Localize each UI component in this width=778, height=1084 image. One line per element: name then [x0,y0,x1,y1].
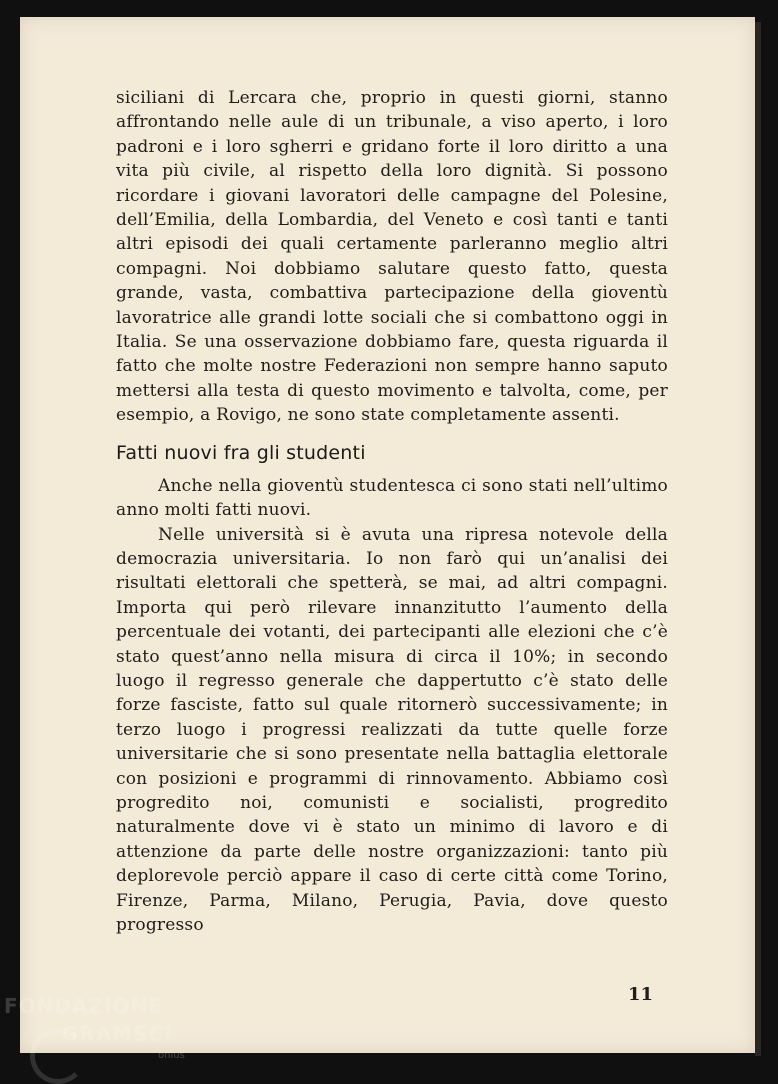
page-edge [755,22,761,1056]
page-content [116,86,668,937]
paragraph-universities: Nelle università si è avuta una ripresa notevole della democrazia universitaria. Io non farò qui un’analisi dei risultati elettorali che spetterà, se mai, ad altri compagni. Importa qui però rilevare innanzitutto l’aumento della percentuale dei votanti, dei partecipanti alle elezioni che c’è stato quest’anno nella misura di circa il 10%; in secondo luogo il regresso generale che dappertutto c’è stato delle forze fasciste, fatto sul quale ritornerò successivamente; in terzo luogo i progressi realizzati da tutte quelle forze universitarie che si sono presentate nella battaglia elettorale con posizioni e programmi di rinnovamento. Abbiamo così progredito noi, comunisti e socialisti, progredito naturalmente dove vi è stato un minimo di lavoro e di attenzione da parte delle nostre organizzazioni: tanto più deplorevole perciò appare il caso di certe città come Torino, Firenze, Parma, Milano, Perugia, Pavia, dove questo progresso [116,524,668,935]
section-heading: Fatti nuovi fra gli studenti [116,441,366,464]
watermark-line1: FONDAZIONE [4,994,163,1018]
paragraph-students-intro: Anche nella gioventù studentesca ci sono stati nell’ultimo anno molti fatti nuovi. [116,475,668,521]
watermark-sub: onlus [158,1050,185,1061]
page-number: 11 [628,984,654,1005]
intro-paragraph: siciliani di Lercara che, proprio in questi giorni, stanno affrontando nelle aule di un tribunale, a viso aperto, i loro padroni e i loro sgherri e gridano forte il loro diritto a una vita più civile, al rispetto della loro dignità. Si possono ricordare i giovani lavoratori delle campagne del Polesine, dell’Emilia, della Lombardia, del Veneto e così tanti e tanti altri episodi dei quali certamente parleranno meglio altri compagni. Noi dobbiamo salutare questo fatto, questa grande, vasta, combattiva partecipazione della gioventù lavoratrice alle grandi lotte sociali che si combattono oggi in Italia. Se una osservazione dobbiamo fare, questa riguarda il fatto che molte nostre Federazioni non sempre hanno saputo mettersi alla testa di questo movimento e talvolta, come, per esempio, a Rovigo, ne sono state completamente assenti. [116,88,668,426]
watermark-line2: GRAMSCI [62,1022,173,1046]
